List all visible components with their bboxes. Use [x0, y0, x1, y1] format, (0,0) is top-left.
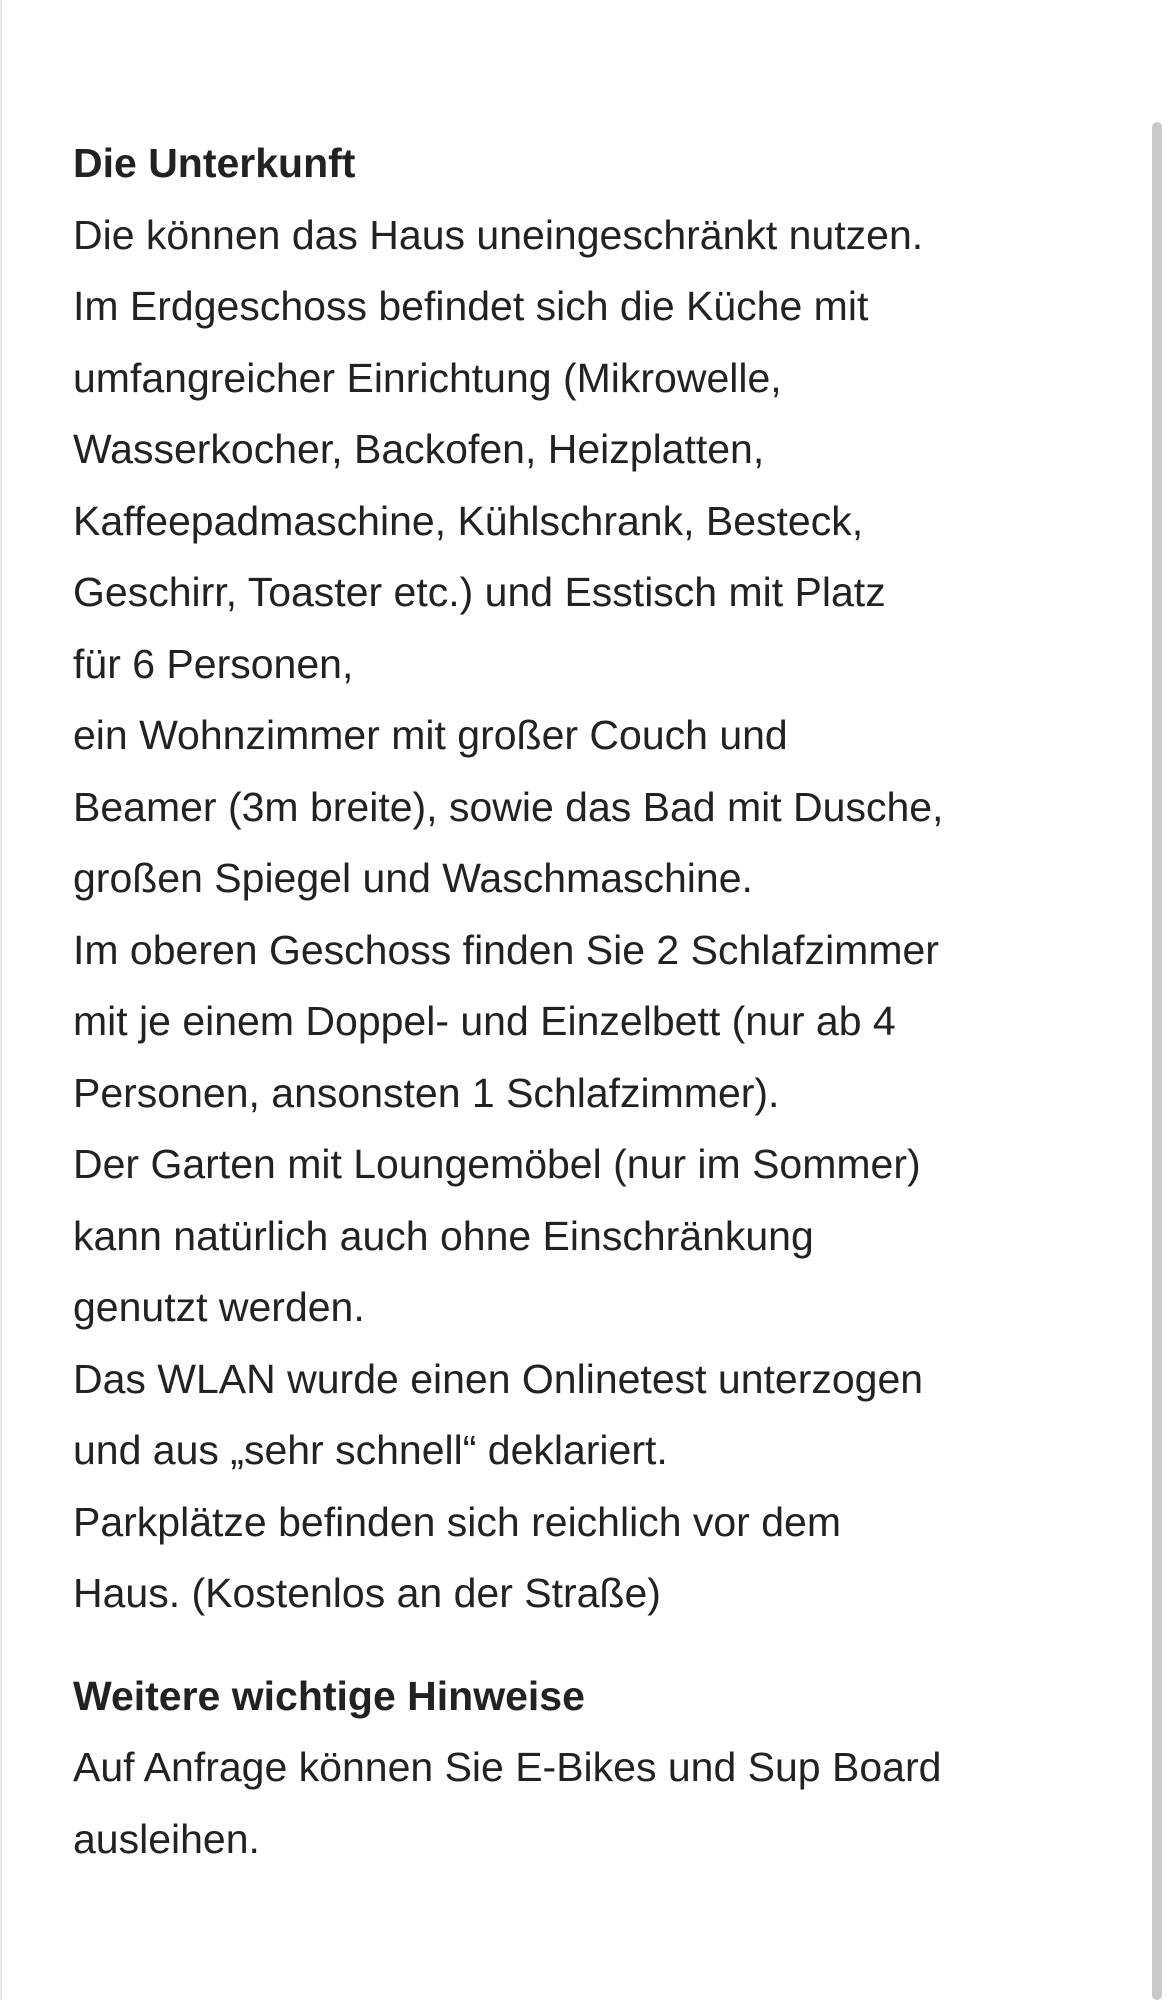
section-further-notes [73, 1661, 1113, 1876]
notes-line: ausleihen. [73, 1815, 260, 1862]
description-line: Haus. (Kostenlos an der Straße) [73, 1570, 661, 1616]
section-spacer [73, 1630, 1113, 1661]
section-title-further-notes: Weitere wichtige Hinweise [73, 1672, 585, 1719]
description-line: genutzt werden. [73, 1284, 365, 1330]
description-line: Der Garten mit Loungemöbel (nur im Sommer) [73, 1141, 921, 1187]
description-line: kann natürlich auch ohne Einschränkung [73, 1212, 814, 1259]
description-line: Im oberen Geschoss finden Sie 2 Schlafzimmer [73, 926, 939, 973]
section-title-accommodation: Die Unterkunft [73, 140, 356, 186]
notes-line: Auf Anfrage können Sie E-Bikes und Sup Board [73, 1744, 942, 1790]
description-line: Geschirr, Toaster etc.) und Esstisch mit Platz [73, 569, 886, 615]
listing-description [73, 128, 1113, 1875]
description-line: Parkplätze befinden sich reichlich vor dem [73, 1498, 841, 1545]
description-line: Das WLAN wurde einen Onlinetest unterzogen [73, 1355, 924, 1402]
scrollbar-thumb[interactable] [1152, 122, 1162, 2000]
description-line: Personen, ansonsten 1 Schlafzimmer). [73, 1069, 780, 1116]
section-accommodation [73, 128, 1113, 1630]
description-line: ein Wohnzimmer mit großer Couch und [73, 712, 788, 758]
description-line: Wasserkocher, Backofen, Heizplatten, [73, 426, 765, 472]
description-line: mit je einem Doppel- und Einzelbett (nur ab 4 [73, 998, 896, 1044]
description-line: großen Spiegel und Waschmaschine. [73, 855, 753, 901]
window-edge [0, 0, 2, 2000]
description-line: Kaffeepadmaschine, Kühlschrank, Besteck, [73, 497, 864, 544]
description-line: Im Erdgeschoss befindet sich die Küche mit [73, 283, 869, 329]
description-line: Beamer (3m breite), sowie das Bad mit Dusche, [73, 783, 944, 830]
description-line: für 6 Personen, [73, 640, 354, 687]
description-line: Die können das Haus uneingeschränkt nutzen. [73, 211, 924, 258]
description-line: umfangreicher Einrichtung (Mikrowelle, [73, 354, 782, 401]
description-line: und aus „sehr schnell“ deklariert. [73, 1427, 668, 1473]
